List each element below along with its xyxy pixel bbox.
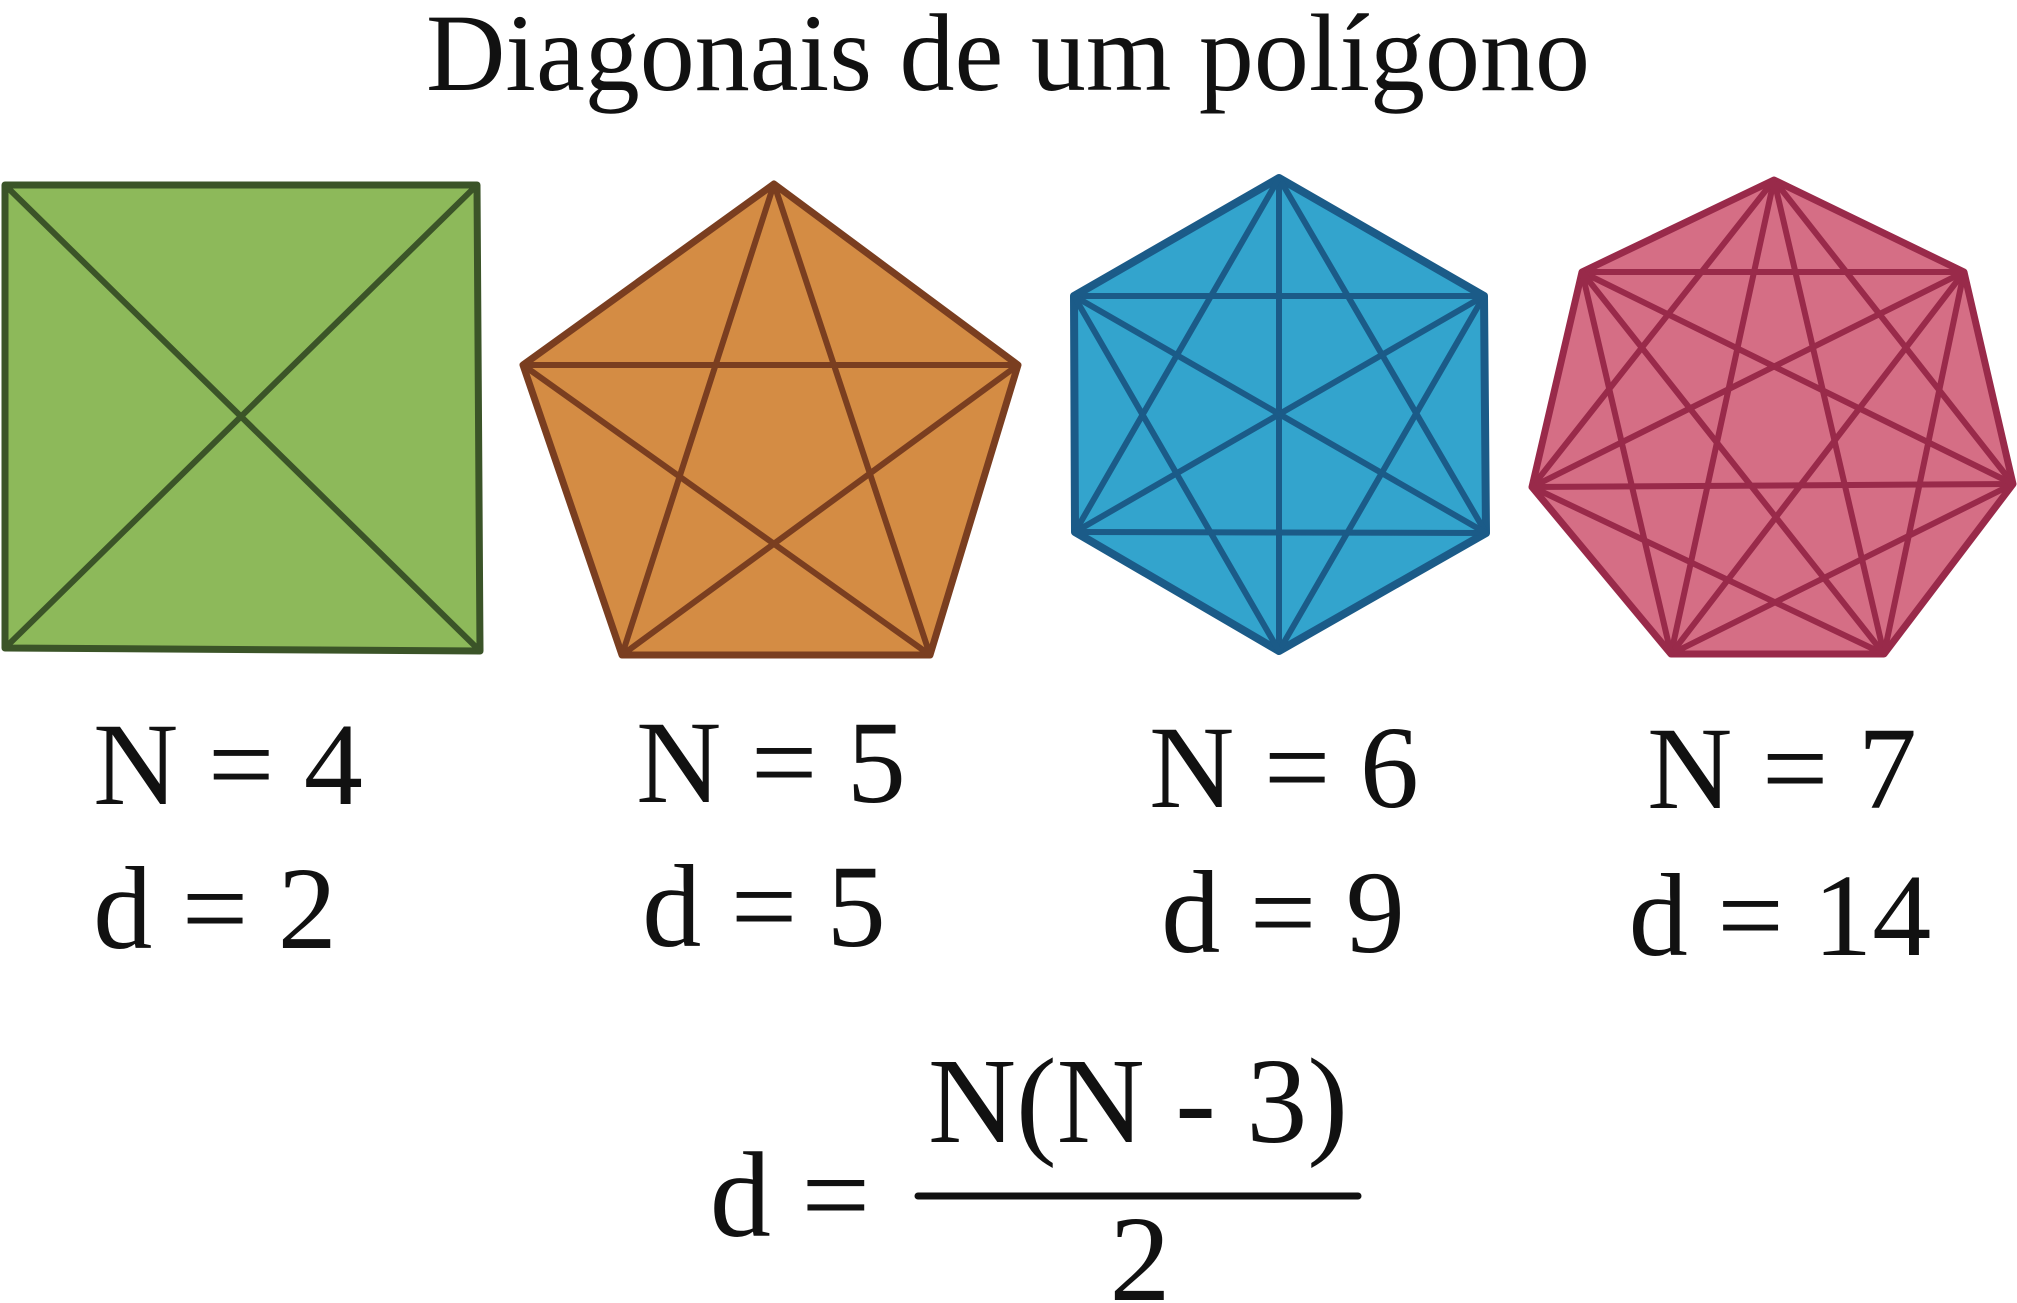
heptagon-diagonals-label: d = 14 xyxy=(1628,850,1932,981)
formula-numerator: N(N - 3) xyxy=(927,1034,1349,1169)
polygon-heptagon-shape xyxy=(1532,180,2013,654)
heptagon-sides-label: N = 7 xyxy=(1647,703,1917,834)
formula-denominator: 2 xyxy=(1109,1192,1171,1303)
square-diagonals-label: d = 2 xyxy=(93,843,337,974)
polygon-heptagon xyxy=(1532,180,2013,654)
polygon-pentagon xyxy=(523,184,1018,655)
polygon-hexagon xyxy=(1074,178,1486,651)
formula-lhs: d = xyxy=(709,1128,871,1263)
pentagon-sides-label: N = 5 xyxy=(636,697,906,828)
figure-title: Diagonais de um polígono xyxy=(425,0,1591,114)
polygon-hexagon-diagonal xyxy=(1075,532,1486,533)
hexagon-diagonals-label: d = 9 xyxy=(1161,847,1405,978)
hexagon-sides-label: N = 6 xyxy=(1149,702,1419,833)
diagonal-formula xyxy=(710,1034,1358,1303)
polygon-square xyxy=(5,185,480,651)
pentagon-diagonals-label: d = 5 xyxy=(642,841,886,972)
polygon-heptagon-diagonal xyxy=(1532,484,2013,487)
square-sides-label: N = 4 xyxy=(93,699,363,830)
